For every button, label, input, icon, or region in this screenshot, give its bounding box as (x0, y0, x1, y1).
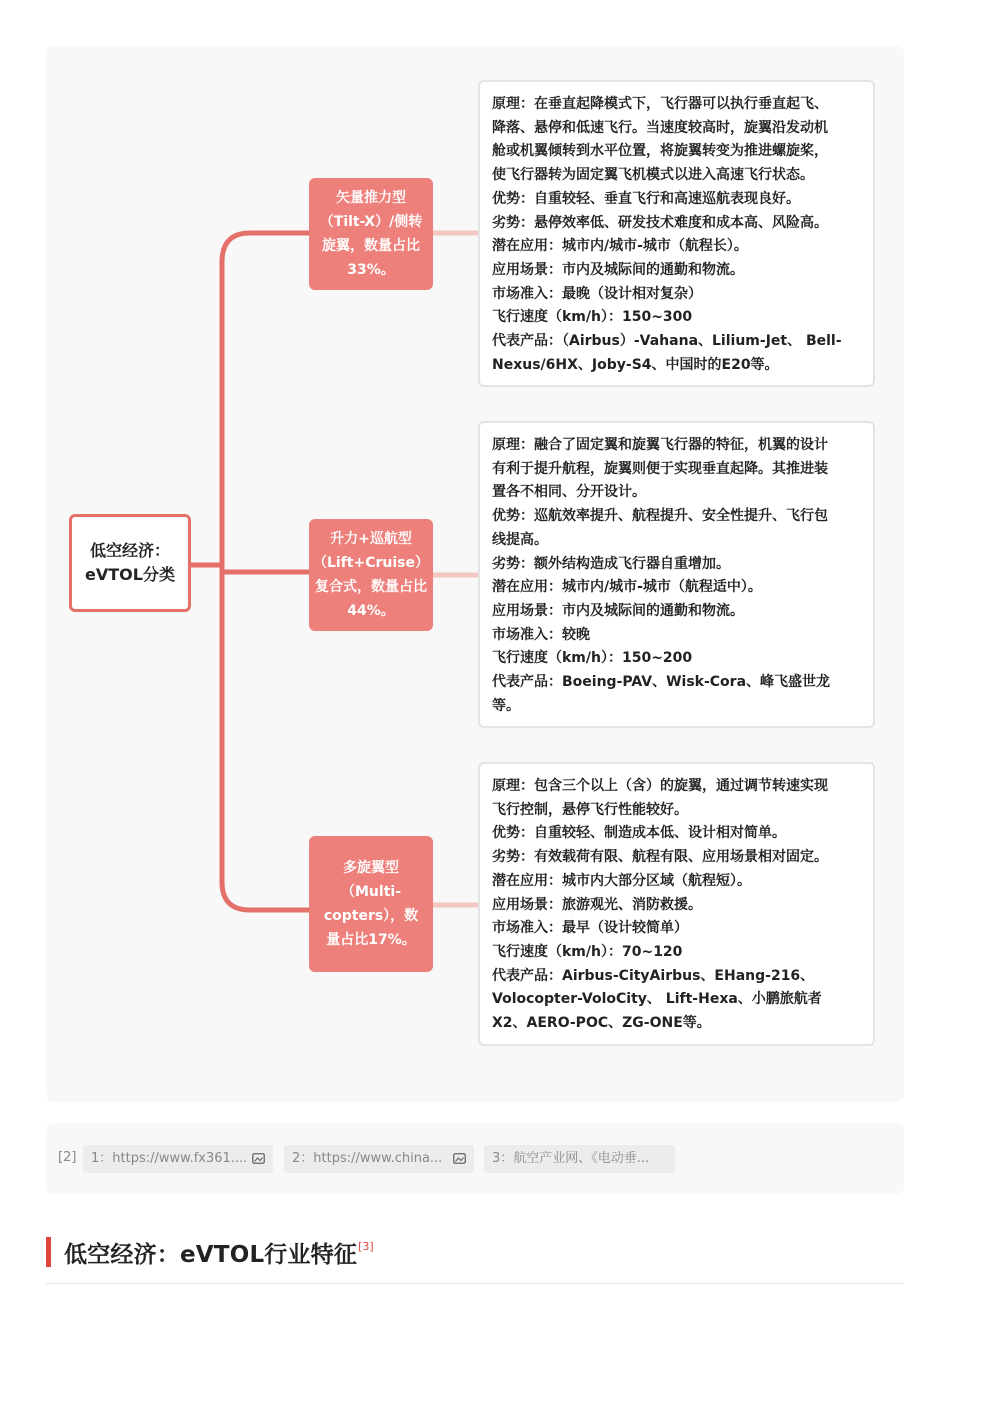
detail-line: 代表产品：Airbus-CityAirbus、EHang-216、 (492, 967, 815, 984)
detail-line: 市场准入：较晚 (492, 626, 590, 643)
branch-label: 多旋翼型（Multi-copters），数量占比17%。 (323, 860, 419, 948)
section-title: 低空经济：eVTOL行业特征 (64, 1241, 358, 1268)
detail-line: 潜在应用：城市内大部分区域（航程短）。 (492, 872, 751, 889)
reference-text: 3：航空产业网、《电动垂... (492, 1151, 650, 1166)
detail-line: 优势：自重较轻、制造成本低、设计相对简单。 (492, 825, 786, 842)
detail-line: 原理：融合了固定翼和旋翼飞行器的特征，机翼的设计 (492, 437, 828, 453)
branch-label: 矢量推力型（Tilt-X）/侧转旋翼，数量占比33%。 (319, 190, 423, 278)
branch-node-multicopter (309, 836, 433, 972)
root-node (69, 514, 191, 612)
branch-label: 升力+巡航型（Lift+Cruise）复合式，数量占比44%。 (313, 531, 430, 619)
detail-line: 市场准入：最晚（设计相对复杂） (492, 285, 702, 302)
detail-line: 线提高。 (492, 531, 548, 548)
reference-index: [2] (58, 1150, 77, 1165)
detail-line: 降落、悬停和低速飞行。当速度较高时，旋翼沿发动机 (492, 119, 828, 136)
detail-line: 等。 (492, 697, 520, 714)
detail-line: Nexus/6HX、Joby-S4、中国时的E20等。 (492, 356, 779, 373)
detail-line: 飞行速度（km/h）：150~300 (492, 309, 693, 326)
heading-accent-bar (46, 1237, 51, 1267)
detail-box-lift-cruise (478, 421, 875, 728)
detail-line: 应用场景：旅游观光、消防救援。 (492, 896, 702, 913)
reference-link-3[interactable] (484, 1145, 675, 1173)
section-divider (46, 1283, 904, 1284)
detail-line: 市场准入：最早（设计较简单） (492, 920, 688, 937)
reference-text: 1：https://www.fx361.... (91, 1151, 248, 1166)
detail-line: 飞行速度（km/h）：70~120 (492, 943, 683, 960)
detail-line: 优势：巡航效率提升、航程提升、安全性提升、飞行包 (492, 508, 828, 525)
branch-node-lift-cruise (309, 519, 433, 631)
detail-line: 劣势：有效载荷有限、航程有限、应用场景相对固定。 (492, 849, 828, 866)
detail-line: 原理：在垂直起降模式下，飞行器可以执行垂直起飞、 (492, 96, 828, 112)
image-icon (453, 1153, 466, 1164)
detail-line: 代表产品：Boeing-PAV、Wisk-Cora、峰飞盛世龙 (492, 674, 831, 691)
detail-line: 应用场景：市内及城际间的通勤和物流。 (492, 261, 744, 278)
detail-line: 劣势：悬停效率低、研发技术难度和成本高、风险高。 (492, 214, 828, 231)
detail-line: 舱或机翼倾转到水平位置，将旋翼转变为推进螺旋桨， (492, 143, 828, 160)
section-reference-link[interactable]: [3] (358, 1239, 374, 1253)
detail-line: 置各不相同、分开设计。 (492, 484, 646, 501)
image-icon (252, 1153, 265, 1164)
root-label: 低空经济：eVTOL分类 (85, 541, 175, 584)
reference-text: 2：https://www.china... (292, 1151, 443, 1166)
branch-node-tilt-x (309, 178, 433, 290)
detail-line: 有利于提升航程，旋翼则便于实现垂直起降。其推进装 (492, 460, 828, 477)
section-heading (46, 1236, 374, 1268)
reference-link-2[interactable] (284, 1145, 474, 1173)
detail-line: 原理：包含三个以上（含）的旋翼，通过调节转速实现 (492, 778, 828, 794)
detail-line: 代表产品：（Airbus）-Vahana、Lilium-Jet、 Bell- (492, 333, 842, 350)
reference-link-1[interactable] (83, 1145, 273, 1173)
detail-line: 潜在应用：城市内/城市-城市（航程长）。 (492, 238, 748, 255)
detail-line: X2、AERO-POC、ZG-ONE等。 (492, 1015, 711, 1032)
detail-line: 应用场景：市内及城际间的通勤和物流。 (492, 602, 744, 619)
references-bar (46, 1123, 904, 1194)
detail-line: 劣势：额外结构造成飞行器自重增加。 (492, 555, 730, 572)
detail-line: 飞行速度（km/h）：150~200 (492, 650, 693, 667)
detail-box-tilt-x (478, 80, 875, 387)
detail-line: 飞行控制，悬停飞行性能较好。 (492, 801, 688, 818)
detail-line: 使飞行器转为固定翼飞机模式以进入高速飞行状态。 (492, 167, 814, 184)
detail-line: Volocopter-VoloCity、 Lift-Hexa、小鹏旅航者 (492, 991, 822, 1008)
detail-line: 潜在应用：城市内/城市-城市（航程适中）。 (492, 579, 762, 596)
detail-box-multicopter (478, 762, 875, 1046)
detail-line: 优势：自重较轻、垂直飞行和高速巡航表现良好。 (492, 190, 800, 207)
